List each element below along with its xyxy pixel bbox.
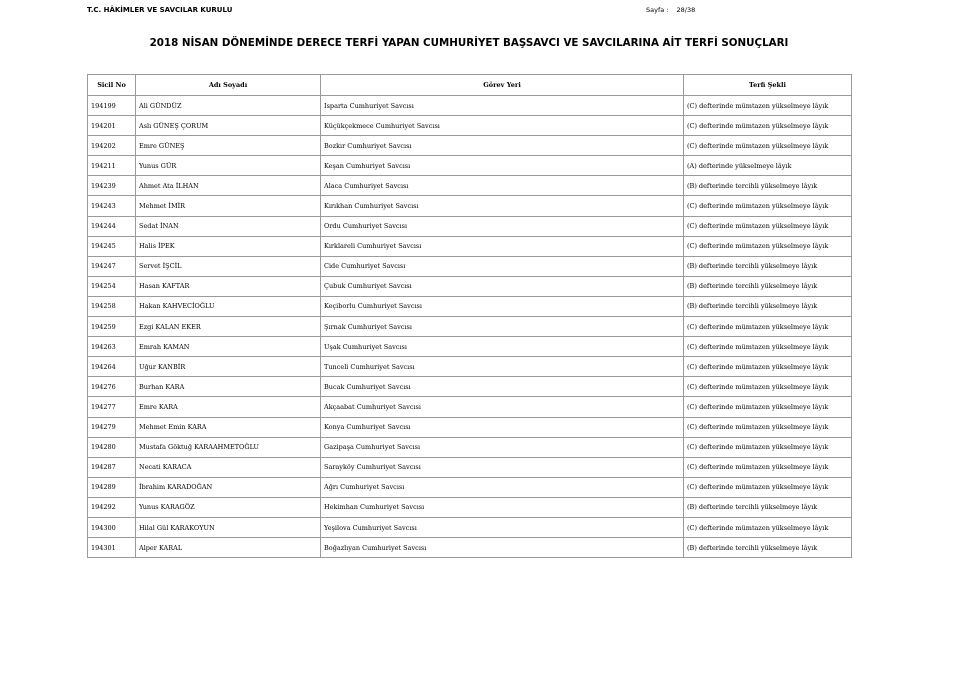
duty-place-cell: Hekimhan Cumhuriyet Savcısı: [321, 497, 684, 517]
duty-place-cell: Alaca Cumhuriyet Savcısı: [321, 176, 684, 196]
name-cell: Hakan KAHVECİOĞLU: [136, 296, 321, 316]
table-row: [88, 196, 852, 216]
sicil-no-cell: 194245: [88, 236, 136, 256]
sicil-no-cell: 194199: [88, 96, 136, 116]
column-header-promotion-type: Terfi Şekli: [684, 75, 852, 96]
duty-place-cell: Keşan Cumhuriyet Savcısı: [321, 156, 684, 176]
name-cell: Yunus KARAGÖZ: [136, 497, 321, 517]
promotion-type-cell: (B) defterinde tercihli yükselmeye lâyık: [684, 276, 852, 296]
table-row: [88, 236, 852, 256]
name-cell: Servet İŞCİL: [136, 256, 321, 276]
name-cell: Mehmet İMİR: [136, 196, 321, 216]
duty-place-cell: Bozkır Cumhuriyet Savcısı: [321, 136, 684, 156]
duty-place-cell: Kırıkhan Cumhuriyet Savcısı: [321, 196, 684, 216]
sicil-no-cell: 194292: [88, 497, 136, 517]
promotion-type-cell: (C) defterinde mümtazen yükselmeye lâyık: [684, 397, 852, 417]
duty-place-cell: Küçükçekmece Cumhuriyet Savcısı: [321, 116, 684, 136]
name-cell: Emre KARA: [136, 397, 321, 417]
promotion-type-cell: (C) defterinde mümtazen yükselmeye lâyık: [684, 377, 852, 397]
duty-place-cell: Kırklareli Cumhuriyet Savcısı: [321, 236, 684, 256]
name-cell: Emrah KAMAN: [136, 337, 321, 357]
promotion-results-table: [87, 74, 852, 558]
sicil-no-cell: 194202: [88, 136, 136, 156]
promotion-type-cell: (A) defterinde yükselmeye lâyık: [684, 156, 852, 176]
duty-place-cell: Tunceli Cumhuriyet Savcısı: [321, 357, 684, 377]
table-row: [88, 517, 852, 537]
name-cell: Halis İPEK: [136, 236, 321, 256]
duty-place-cell: Konya Cumhuriyet Savcısı: [321, 417, 684, 437]
table-row: [88, 337, 852, 357]
name-cell: Alper KARAL: [136, 538, 321, 558]
duty-place-cell: Gazipaşa Cumhuriyet Savcısı: [321, 437, 684, 457]
table-row: [88, 477, 852, 497]
sicil-no-cell: 194300: [88, 517, 136, 537]
sicil-no-cell: 194254: [88, 276, 136, 296]
sicil-no-cell: 194301: [88, 538, 136, 558]
table-row: [88, 176, 852, 196]
column-header-name: Adı Soyadı: [136, 75, 321, 96]
table-row: [88, 317, 852, 337]
duty-place-cell: Isparta Cumhuriyet Savcısı: [321, 96, 684, 116]
name-cell: İbrahim KARADOĞAN: [136, 477, 321, 497]
duty-place-cell: Bucak Cumhuriyet Savcısı: [321, 377, 684, 397]
table-row: [88, 417, 852, 437]
promotion-type-cell: (B) defterinde tercihli yükselmeye lâyık: [684, 296, 852, 316]
table-row: [88, 256, 852, 276]
table-row: [88, 276, 852, 296]
table-row: [88, 457, 852, 477]
name-cell: Hilal Gül KARAKOYUN: [136, 517, 321, 537]
name-cell: Burhan KARA: [136, 377, 321, 397]
table-row: [88, 397, 852, 417]
duty-place-cell: Keçiborlu Cumhuriyet Savcısı: [321, 296, 684, 316]
promotion-type-cell: (C) defterinde mümtazen yükselmeye lâyık: [684, 236, 852, 256]
table-row: [88, 216, 852, 236]
promotion-type-cell: (C) defterinde mümtazen yükselmeye lâyık: [684, 196, 852, 216]
promotion-type-cell: (C) defterinde mümtazen yükselmeye lâyık: [684, 216, 852, 236]
name-cell: Ahmet Ata İLHAN: [136, 176, 321, 196]
duty-place-cell: Sarayköy Cumhuriyet Savcısı: [321, 457, 684, 477]
promotion-type-cell: (B) defterinde tercihli yükselmeye lâyık: [684, 538, 852, 558]
table-row: [88, 357, 852, 377]
name-cell: Ali GÜNDÜZ: [136, 96, 321, 116]
table-row: [88, 116, 852, 136]
sicil-no-cell: 194244: [88, 216, 136, 236]
name-cell: Hasan KAFTAR: [136, 276, 321, 296]
sicil-no-cell: 194287: [88, 457, 136, 477]
duty-place-cell: Uşak Cumhuriyet Savcısı: [321, 337, 684, 357]
table-row: [88, 96, 852, 116]
sicil-no-cell: 194259: [88, 317, 136, 337]
promotion-type-cell: (C) defterinde mümtazen yükselmeye lâyık: [684, 417, 852, 437]
promotion-type-cell: (C) defterinde mümtazen yükselmeye lâyık: [684, 317, 852, 337]
name-cell: Yunus GÜR: [136, 156, 321, 176]
table-row: [88, 437, 852, 457]
sicil-no-cell: 194264: [88, 357, 136, 377]
name-cell: Sedat İNAN: [136, 216, 321, 236]
sicil-no-cell: 194277: [88, 397, 136, 417]
page-indicator: [646, 6, 695, 14]
promotion-type-cell: (C) defterinde mümtazen yükselmeye lâyık: [684, 357, 852, 377]
promotion-type-cell: (B) defterinde tercihli yükselmeye lâyık: [684, 497, 852, 517]
promotion-type-cell: (C) defterinde mümtazen yükselmeye lâyık: [684, 437, 852, 457]
name-cell: Mehmet Emin KARA: [136, 417, 321, 437]
sicil-no-cell: 194239: [88, 176, 136, 196]
column-header-duty-place: Görev Yeri: [321, 75, 684, 96]
promotion-type-cell: (C) defterinde mümtazen yükselmeye lâyık: [684, 457, 852, 477]
sicil-no-cell: 194280: [88, 437, 136, 457]
table-row: [88, 497, 852, 517]
name-cell: Mustafa Göktuğ KARAAHMETOĞLU: [136, 437, 321, 457]
page-label: Sayfa :: [646, 6, 669, 14]
table-row: [88, 377, 852, 397]
sicil-no-cell: 194211: [88, 156, 136, 176]
promotion-type-cell: (B) defterinde tercihli yükselmeye lâyık: [684, 176, 852, 196]
name-cell: Uğur KANBİR: [136, 357, 321, 377]
sicil-no-cell: 194258: [88, 296, 136, 316]
duty-place-cell: Şırnak Cumhuriyet Savcısı: [321, 317, 684, 337]
name-cell: Emre GÜNEŞ: [136, 136, 321, 156]
duty-place-cell: Ordu Cumhuriyet Savcısı: [321, 216, 684, 236]
name-cell: Aslı GÜNEŞ ÇORUM: [136, 116, 321, 136]
duty-place-cell: Ağrı Cumhuriyet Savcısı: [321, 477, 684, 497]
table-row: [88, 296, 852, 316]
column-header-sicil-no: Sicil No: [88, 75, 136, 96]
document-title: 2018 NİSAN DÖNEMİNDE DERECE TERFİ YAPAN CUMHURİYET BAŞSAVCI VE SAVCILARINA AİT TERFİ SONUÇLARI: [149, 37, 789, 49]
promotion-type-cell: (C) defterinde mümtazen yükselmeye lâyık: [684, 337, 852, 357]
table-header-row: [88, 75, 852, 96]
sicil-no-cell: 194276: [88, 377, 136, 397]
sicil-no-cell: 194279: [88, 417, 136, 437]
duty-place-cell: Yeşilova Cumhuriyet Savcısı: [321, 517, 684, 537]
sicil-no-cell: 194247: [88, 256, 136, 276]
page-number: 28/38: [676, 6, 696, 14]
name-cell: Ezgi KALAN EKER: [136, 317, 321, 337]
sicil-no-cell: 194243: [88, 196, 136, 216]
promotion-type-cell: (C) defterinde mümtazen yükselmeye lâyık: [684, 116, 852, 136]
promotion-type-cell: (C) defterinde mümtazen yükselmeye lâyık: [684, 517, 852, 537]
name-cell: Necati KARACA: [136, 457, 321, 477]
sicil-no-cell: 194263: [88, 337, 136, 357]
sicil-no-cell: 194201: [88, 116, 136, 136]
promotion-type-cell: (C) defterinde mümtazen yükselmeye lâyık: [684, 96, 852, 116]
table-row: [88, 136, 852, 156]
duty-place-cell: Çubuk Cumhuriyet Savcısı: [321, 276, 684, 296]
sicil-no-cell: 194289: [88, 477, 136, 497]
duty-place-cell: Akçaabat Cumhuriyet Savcısı: [321, 397, 684, 417]
promotion-type-cell: (C) defterinde mümtazen yükselmeye lâyık: [684, 477, 852, 497]
table-row: [88, 538, 852, 558]
promotion-type-cell: (C) defterinde mümtazen yükselmeye lâyık: [684, 136, 852, 156]
table-row: [88, 156, 852, 176]
duty-place-cell: Boğazlıyan Cumhuriyet Savcısı: [321, 538, 684, 558]
organization-name: T.C. HÂKİMLER VE SAVCILAR KURULU: [87, 6, 233, 14]
duty-place-cell: Cide Cumhuriyet Savcısı: [321, 256, 684, 276]
promotion-type-cell: (B) defterinde tercihli yükselmeye lâyık: [684, 256, 852, 276]
